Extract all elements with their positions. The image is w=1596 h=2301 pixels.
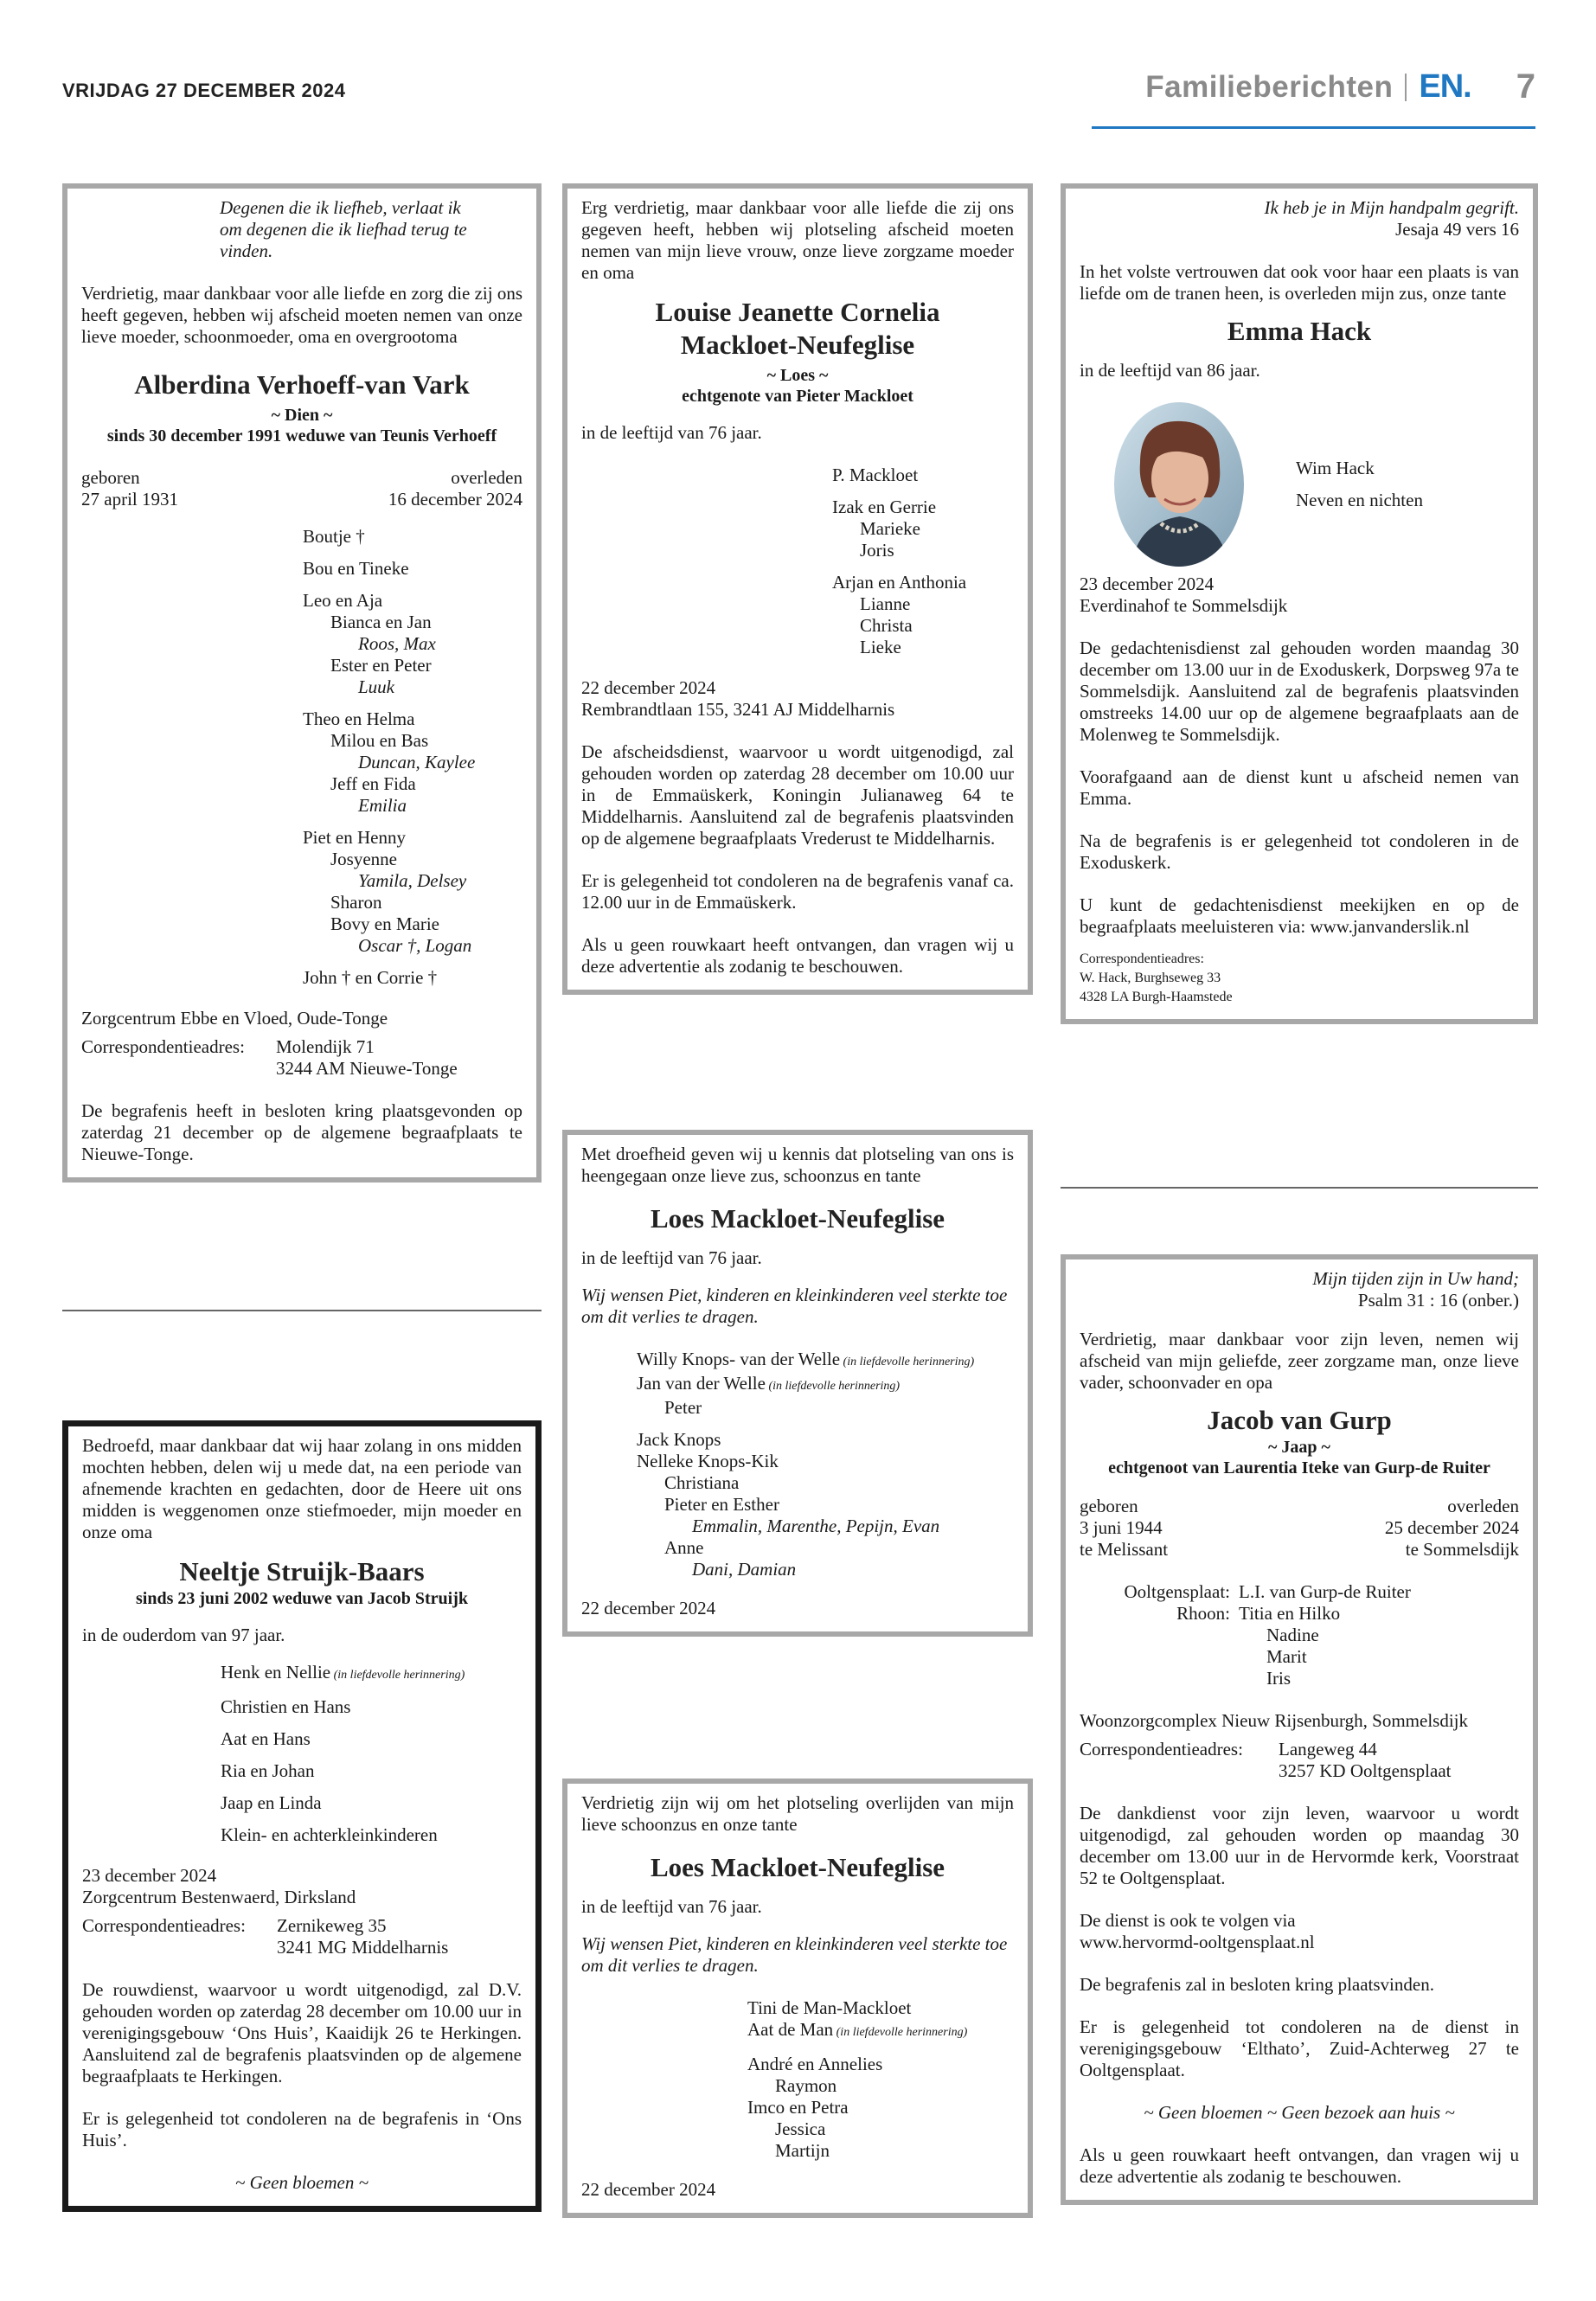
family-member-name: Izak en Gerrie bbox=[832, 497, 937, 517]
spouse-subtitle: echtgenote van Pieter Mackloet bbox=[682, 387, 913, 406]
family-member bbox=[637, 1429, 1014, 1451]
deceased-name-line-1: Louise Jeanette Cornelia bbox=[655, 297, 940, 327]
grandchild: Iris bbox=[1266, 1668, 1291, 1689]
family-member bbox=[221, 1824, 522, 1846]
corr-label: Correspondentieadres: bbox=[1080, 1739, 1243, 1759]
family-member-name: Luuk bbox=[358, 676, 394, 697]
family-place: Ooltgensplaat: bbox=[1124, 1581, 1230, 1602]
family-list bbox=[221, 1662, 522, 1846]
family-member bbox=[747, 2097, 1014, 2118]
born-date: 3 juni 1944 bbox=[1080, 1517, 1163, 1538]
family-member: Neven en nichten bbox=[1296, 490, 1423, 510]
grandchildren-names bbox=[303, 676, 522, 698]
family-member: Titia en Hilko bbox=[1239, 1603, 1341, 1624]
death-date: 22 december 2024 bbox=[581, 1598, 716, 1618]
family-member bbox=[832, 637, 1014, 658]
family-member bbox=[832, 518, 1014, 540]
family-place: Rhoon: bbox=[1176, 1603, 1230, 1624]
family-member-name: Jack Knops bbox=[637, 1429, 721, 1450]
family-group bbox=[747, 2054, 1014, 2162]
family-member-name: Jan van der Welle bbox=[637, 1373, 766, 1394]
family-member bbox=[832, 572, 1014, 593]
family-group bbox=[637, 1429, 1014, 1580]
family-member-name: Aat de Man bbox=[747, 2019, 834, 2040]
intro-text: Verdrietig, maar dankbaar voor alle liefde en zorg die zij ons heeft gegeven, hebben wij afscheid moeten nemen van onze lieve moeder, schoonmoeder, oma en overgrootoma bbox=[81, 283, 522, 347]
quote-line: Ik heb je in Mijn handpalm gegrift. bbox=[1264, 197, 1519, 218]
family-member-name: Boutje † bbox=[303, 526, 365, 547]
family-member-name: P. Mackloet bbox=[832, 465, 919, 485]
corr-city: 3244 AM Nieuwe-Tonge bbox=[276, 1058, 458, 1079]
family-member-name: Roos, Max bbox=[358, 633, 436, 654]
family-member bbox=[832, 465, 1014, 486]
family-member-name: Ria en Johan bbox=[221, 1760, 315, 1781]
family-member bbox=[303, 849, 522, 870]
service-details: De dankdienst voor zijn leven, waarvoor u wordt uitgenodigd, zal gehouden worden op maandag 30 december om 13.00 uur in de Hervormde kerk, Voorstraat 52 te Ooltgensplaat. bbox=[1080, 1803, 1519, 1888]
family-member-name: Bovy en Marie bbox=[330, 913, 439, 934]
family-member-name: Pieter en Esther bbox=[664, 1494, 779, 1515]
newspaper-logo[interactable]: EN. bbox=[1419, 68, 1471, 105]
family-member-name: Arjan en Anthonia bbox=[832, 572, 967, 593]
family-group bbox=[832, 497, 1014, 561]
care-home: Zorgcentrum Ebbe en Vloed, Oude-Tonge bbox=[81, 1008, 388, 1029]
grandchildren-names bbox=[303, 935, 522, 957]
family-member bbox=[637, 1373, 1014, 1397]
page-number: 7 bbox=[1516, 67, 1535, 106]
deceased-name: Alberdina Verhoeff-van Vark bbox=[134, 369, 470, 400]
corr-street: Langeweg 44 bbox=[1279, 1739, 1377, 1759]
family-member-name: Jeff en Fida bbox=[330, 773, 416, 794]
death-date: 22 december 2024 bbox=[581, 677, 716, 698]
family-group bbox=[303, 526, 522, 548]
no-flowers-note: ~ Geen bloemen ~ bbox=[235, 2172, 369, 2193]
family-group bbox=[637, 1349, 1014, 1419]
corr-label: Correspondentieadres: bbox=[1080, 952, 1204, 966]
family-member bbox=[637, 1537, 1014, 1559]
deceased-name: Jacob van Gurp bbox=[1207, 1405, 1392, 1435]
family-member-name: Josyenne bbox=[330, 849, 397, 869]
family-member-name: Yamila, Delsey bbox=[358, 870, 467, 891]
nickname: ~ Loes ~ bbox=[766, 366, 829, 385]
closing-text: Als u geen rouwkaart heeft ontvangen, dan vragen wij u deze advertentie als zodanig te beschouwen. bbox=[581, 934, 1014, 977]
born-date: 27 april 1931 bbox=[81, 489, 178, 510]
corr-city: 4328 LA Burgh-Haamstede bbox=[1080, 990, 1233, 1004]
widow-subtitle: sinds 30 december 1991 weduwe van Teunis Verhoeff bbox=[106, 426, 497, 445]
family-group bbox=[221, 1760, 522, 1782]
quote-line-2: Psalm 31 : 16 (onber.) bbox=[1357, 1290, 1519, 1311]
family-member bbox=[221, 1760, 522, 1782]
quote-line-1: Mijn tijden zijn in Uw hand; bbox=[1312, 1268, 1519, 1289]
family-member bbox=[303, 730, 522, 752]
wish-text: Wij wensen Piet, kinderen en kleinkinderen veel sterkte toe om dit verlies te dragen. bbox=[581, 1285, 1008, 1327]
family-member bbox=[747, 2054, 1014, 2075]
obituary-alberdina-verhoeff bbox=[62, 183, 542, 1183]
family-member-name: Aat en Hans bbox=[221, 1728, 311, 1749]
correspondence-address bbox=[82, 1915, 522, 1958]
family-member bbox=[303, 558, 522, 580]
family-member bbox=[303, 913, 522, 935]
family-member-name: Martijn bbox=[775, 2140, 830, 2161]
family-list bbox=[1296, 458, 1423, 511]
family-list bbox=[637, 1349, 1014, 1580]
family-group bbox=[303, 590, 522, 698]
grandchildren-names bbox=[637, 1559, 1014, 1580]
family-member-name: Jessica bbox=[775, 2118, 826, 2139]
obituary-louise-mackloet bbox=[562, 183, 1033, 995]
closing-text: De begrafenis heeft in besloten kring plaatsgevonden op zaterdag 21 december op de algemene begraafplaats te Nieuwe-Tonge. bbox=[81, 1100, 522, 1164]
stream-text: De dienst is ook te volgen via bbox=[1080, 1910, 1296, 1931]
family-member bbox=[747, 1997, 1014, 2019]
portrait-image bbox=[1114, 402, 1244, 567]
family-member bbox=[832, 593, 1014, 615]
family-member-name: Leo en Aja bbox=[303, 590, 383, 611]
nickname: ~ Jaap ~ bbox=[1268, 1438, 1330, 1457]
intro-text: Erg verdrietig, maar dankbaar voor alle liefde die zij ons gegeven heeft, hebben wij plotseling afscheid moeten nemen van mijn lieve vrouw, onze lieve zorgzame moeder en oma bbox=[581, 197, 1014, 283]
family-list bbox=[747, 1997, 1014, 2162]
age-text: in de leeftijd van 76 jaar. bbox=[581, 1247, 762, 1268]
family-group bbox=[221, 1728, 522, 1750]
intro-text: Met droefheid geven wij u kennis dat plotseling van ons is heengegaan onze lieve zus, schoonzus en tante bbox=[581, 1144, 1014, 1186]
born-label: geboren bbox=[81, 467, 140, 488]
obituary-emma-hack bbox=[1061, 183, 1538, 1024]
family-member bbox=[637, 1451, 1014, 1472]
nickname: ~ Dien ~ bbox=[271, 406, 333, 425]
section-header bbox=[1145, 67, 1535, 106]
grandchildren-names bbox=[303, 795, 522, 817]
bible-verse: Jesaja 49 vers 16 bbox=[1395, 219, 1519, 240]
family-member bbox=[303, 967, 522, 989]
corr-label: Correspondentieadres: bbox=[82, 1915, 246, 1936]
family-member bbox=[747, 2140, 1014, 2162]
family-member bbox=[221, 1696, 522, 1718]
family-member-name: Emilia bbox=[358, 795, 407, 816]
column-divider bbox=[1061, 1187, 1538, 1189]
deceased-name: Loes Mackloet-Neufeglise bbox=[650, 1852, 945, 1882]
family-member bbox=[303, 590, 522, 612]
family-member-name: Bou en Tineke bbox=[303, 558, 409, 579]
family-member bbox=[832, 615, 1014, 637]
stream-link[interactable]: www.hervormd-ooltgensplaat.nl bbox=[1080, 1932, 1315, 1952]
birth-death-dates bbox=[1080, 1496, 1519, 1561]
family-member bbox=[637, 1397, 1014, 1419]
death-place: Everdinahof te Sommelsdijk bbox=[1080, 595, 1288, 616]
family-member-name: Lieke bbox=[860, 637, 901, 657]
header-rule bbox=[1092, 126, 1535, 129]
service-details: De rouwdienst, waarvoor u wordt uitgenodigd, zal D.V. gehouden worden op zaterdag 28 december om 10.00 uur in verenigingsgebouw ‘Ons Huis’, Kaaidijk 26 te Herkingen. Aansluitend zal de begrafenis plaatsvinden op de algemene begraafplaats te Herkingen. bbox=[82, 1979, 522, 2086]
family-member-name: Willy Knops- van der Welle bbox=[637, 1349, 841, 1369]
family-member bbox=[303, 526, 522, 548]
family-member-name: Jaap en Linda bbox=[221, 1792, 322, 1813]
family-member bbox=[303, 773, 522, 795]
family-group bbox=[303, 827, 522, 957]
condolence-text: Er is gelegenheid tot condoleren na de begrafenis vanaf ca. 12.00 uur in de Emmaüskerk. bbox=[581, 870, 1014, 913]
family-list bbox=[832, 465, 1014, 658]
photo-and-family bbox=[1114, 402, 1519, 567]
deceased-name: Neeltje Struijk-Baars bbox=[179, 1556, 425, 1586]
closing-text: Als u geen rouwkaart heeft ontvangen, dan vragen wij u deze advertentie als zodanig te beschouwen. bbox=[1080, 2144, 1519, 2187]
corr-label: Correspondentieadres: bbox=[81, 1036, 245, 1057]
livestream-text: U kunt de gedachtenisdienst meekijken en op de begraafplaats meeluisteren via: www.janvanderslik.nl bbox=[1080, 894, 1519, 937]
family-member bbox=[637, 1349, 1014, 1373]
born-place: te Melissant bbox=[1080, 1539, 1169, 1560]
family-member-name: Theo en Helma bbox=[303, 708, 415, 729]
family-member bbox=[747, 2019, 1014, 2043]
family-member bbox=[303, 612, 522, 633]
memorial-note: (in liefdevolle herinnering) bbox=[833, 2026, 968, 2039]
obituary-jacob-van-gurp bbox=[1061, 1254, 1538, 2205]
family-member bbox=[832, 540, 1014, 561]
family-member bbox=[221, 1728, 522, 1750]
died-date: 16 december 2024 bbox=[388, 489, 522, 510]
family-group bbox=[221, 1792, 522, 1814]
no-flowers-note: ~ Geen bloemen ~ Geen bezoek aan huis ~ bbox=[1144, 2102, 1455, 2123]
section-title: Familieberichten bbox=[1145, 69, 1394, 104]
grandchildren-names bbox=[637, 1516, 1014, 1537]
spouse-subtitle: echtgenoot van Laurentia Iteke van Gurp-de Ruiter bbox=[1108, 1458, 1490, 1477]
family-member-name: Peter bbox=[664, 1397, 702, 1418]
obituary-neeltje-struijk bbox=[62, 1420, 542, 2212]
burial-text: De begrafenis zal in besloten kring plaatsvinden. bbox=[1080, 1974, 1434, 1995]
header-divider bbox=[1405, 74, 1407, 101]
died-date: 25 december 2024 bbox=[1384, 1517, 1519, 1538]
grandchild: Nadine bbox=[1266, 1625, 1319, 1645]
condolence-text: Er is gelegenheid tot condoleren na de begrafenis in ‘Ons Huis’. bbox=[82, 2108, 522, 2150]
death-date: 22 december 2024 bbox=[581, 2179, 716, 2200]
care-home: Woonzorgcomplex Nieuw Rijsenburgh, Sommelsdijk bbox=[1080, 1710, 1468, 1731]
grandchildren-names bbox=[303, 752, 522, 773]
column-divider bbox=[62, 1310, 542, 1311]
memorial-note: (in liefdevolle herinnering) bbox=[765, 1380, 901, 1393]
family-member bbox=[832, 497, 1014, 518]
memorial-note: (in liefdevolle herinnering) bbox=[330, 1669, 465, 1682]
intro-text: Verdrietig, maar dankbaar voor zijn leven, nemen wij afscheid van mijn geliefde, zeer zorgzame man, onze lieve vader, schoonvader en opa bbox=[1080, 1329, 1519, 1393]
family-member bbox=[221, 1792, 522, 1814]
family-member bbox=[303, 655, 522, 676]
age-text: in de leeftijd van 76 jaar. bbox=[581, 422, 762, 443]
family-member-name: André en Annelies bbox=[747, 2054, 883, 2074]
grandchildren-names bbox=[303, 870, 522, 892]
correspondence-address bbox=[81, 1036, 522, 1080]
family-member-name: Raymon bbox=[775, 2075, 837, 2096]
family-group bbox=[303, 558, 522, 580]
wish-text: Wij wensen Piet, kinderen en kleinkinderen veel sterkte toe om dit verlies te dragen. bbox=[581, 1933, 1008, 1976]
family-member-name: Lianne bbox=[860, 593, 911, 614]
family-group bbox=[303, 708, 522, 817]
corr-street: W. Hack, Burghseweg 33 bbox=[1080, 971, 1221, 985]
service-details: De afscheidsdienst, waarvoor u wordt uitgenodigd, zal gehouden worden op zaterdag 28 december om 10.00 uur in de Emmaüskerk, Koningin Julianaweg 64 te Middelharnis. Aansluitend zal de begrafenis plaatsvinden op de algemene begraafplaats Vrederust te Middelharnis. bbox=[581, 741, 1014, 849]
corr-street: Zernikeweg 35 bbox=[277, 1915, 387, 1936]
family-group bbox=[221, 1696, 522, 1718]
condolence-text: Na de begrafenis is er gelegenheid tot condoleren in de Exoduskerk. bbox=[1080, 830, 1519, 873]
family-member-name: Ester en Peter bbox=[330, 655, 432, 676]
family-member-name: Duncan, Kaylee bbox=[358, 752, 476, 772]
family-member-name: Joris bbox=[860, 540, 894, 561]
home-address: Rembrandtlaan 155, 3241 AJ Middelharnis bbox=[581, 699, 895, 720]
portrait-photo bbox=[1114, 402, 1244, 567]
family-member-name: John † en Corrie † bbox=[303, 967, 438, 988]
family-member: L.I. van Gurp-de Ruiter bbox=[1239, 1581, 1411, 1602]
service-details: De gedachtenisdienst zal gehouden worden maandag 30 december om 13.00 uur in de Exoduskerk, Dorpsweg 97a te Sommelsdijk. Aansluitend zal de begrafenis plaatsvinden omstreeks 14.00 uur op de algemene begraafplaats aan de Molenweg te Sommelsdijk. bbox=[1080, 638, 1519, 745]
family-group bbox=[747, 1997, 1014, 2043]
family-member-name: Piet en Henny bbox=[303, 827, 406, 848]
family-member: Wim Hack bbox=[1296, 458, 1375, 478]
family-member-name: Emmalin, Marenthe, Pepijn, Evan bbox=[692, 1516, 940, 1536]
family-member-name: Dani, Damian bbox=[692, 1559, 797, 1580]
age-text: in de leeftijd van 76 jaar. bbox=[581, 1896, 762, 1917]
death-date: 23 december 2024 bbox=[1080, 574, 1215, 594]
corr-city: 3257 KD Ooltgensplaat bbox=[1279, 1760, 1452, 1781]
family-member-name: Milou en Bas bbox=[330, 730, 429, 751]
family-member-name: Imco en Petra bbox=[747, 2097, 849, 2118]
age-text: in de leeftijd van 86 jaar. bbox=[1080, 360, 1260, 381]
family-member bbox=[747, 2075, 1014, 2097]
obituary-loes-mackloet-2 bbox=[562, 1779, 1033, 2218]
family-list bbox=[303, 526, 522, 989]
condolence-text: Er is gelegenheid tot condoleren na de dienst in verenigingsgebouw ‘Elthato’, Zuid-Achterweg 27 te Ooltgensplaat. bbox=[1080, 2016, 1519, 2080]
obituary-loes-mackloet-1 bbox=[562, 1130, 1033, 1637]
family-member-name: Henk en Nellie bbox=[221, 1662, 331, 1682]
quote-line-2: om degenen die ik liefhad terug te vinden. bbox=[220, 219, 467, 261]
corr-city: 3241 MG Middelharnis bbox=[277, 1937, 449, 1958]
family-list bbox=[1080, 1581, 1519, 1689]
farewell-text: Voorafgaand aan de dienst kunt u afscheid nemen van Emma. bbox=[1080, 766, 1519, 809]
intro-text: Bedroefd, maar dankbaar dat wij haar zolang in ons midden mochten hebben, delen wij u mede dat, na een periode van afnemende krachten en gedachten, door de Heere uit ons midden is weggenomen onze stiefmoeder, mijn moeder en onze oma bbox=[82, 1435, 522, 1542]
family-member bbox=[303, 892, 522, 913]
family-group bbox=[221, 1824, 522, 1846]
widow-subtitle: sinds 23 juni 2002 weduwe van Jacob Struijk bbox=[136, 1589, 468, 1608]
deceased-name-line-2: Mackloet-Neufeglise bbox=[680, 330, 915, 360]
deceased-name: Emma Hack bbox=[1227, 316, 1372, 346]
family-member bbox=[221, 1662, 522, 1686]
quote-line-1: Degenen die ik liefheb, verlaat ik bbox=[220, 197, 461, 218]
correspondence-address bbox=[1080, 1739, 1519, 1782]
family-group bbox=[221, 1662, 522, 1686]
family-member-name: Bianca en Jan bbox=[330, 612, 432, 632]
family-member bbox=[303, 827, 522, 849]
age-text: in de ouderdom van 97 jaar. bbox=[82, 1625, 285, 1645]
deceased-name: Loes Mackloet-Neufeglise bbox=[650, 1203, 945, 1234]
grandchild: Marit bbox=[1266, 1646, 1307, 1667]
family-member-name: Tini de Man-Mackloet bbox=[747, 1997, 912, 2018]
memorial-note: (in liefdevolle herinnering) bbox=[840, 1356, 975, 1368]
family-member bbox=[637, 1494, 1014, 1516]
family-member bbox=[303, 708, 522, 730]
died-place: te Sommelsdijk bbox=[1405, 1539, 1519, 1560]
family-member-name: Christa bbox=[860, 615, 913, 636]
born-label: geboren bbox=[1080, 1496, 1138, 1516]
family-group bbox=[303, 967, 522, 989]
intro-text: Verdrietig zijn wij om het plotseling overlijden van mijn lieve schoonzus en onze tante bbox=[581, 1792, 1014, 1835]
family-group bbox=[832, 572, 1014, 658]
family-member-name: Nelleke Knops-Kik bbox=[637, 1451, 779, 1471]
family-member-name: Klein- en achterkleinkinderen bbox=[221, 1824, 438, 1845]
family-member-name: Christien en Hans bbox=[221, 1696, 351, 1717]
care-home: Zorgcentrum Bestenwaerd, Dirksland bbox=[82, 1887, 356, 1907]
family-member-name: Anne bbox=[664, 1537, 704, 1558]
family-member-name: Sharon bbox=[330, 892, 382, 913]
page-date: VRIJDAG 27 DECEMBER 2024 bbox=[62, 80, 346, 101]
corr-street: Molendijk 71 bbox=[276, 1036, 375, 1057]
family-member bbox=[747, 2118, 1014, 2140]
died-label: overleden bbox=[451, 467, 522, 488]
family-member-name: Christiana bbox=[664, 1472, 740, 1493]
death-date: 23 december 2024 bbox=[82, 1865, 217, 1886]
family-member-name: Oscar †, Logan bbox=[358, 935, 472, 956]
family-member bbox=[637, 1472, 1014, 1494]
died-label: overleden bbox=[1447, 1496, 1519, 1516]
intro-text: In het volste vertrouwen dat ook voor haar een plaats is van liefde om de tranen heen, is overleden mijn zus, onze tante bbox=[1080, 261, 1519, 304]
family-group bbox=[832, 465, 1014, 486]
family-member-name: Marieke bbox=[860, 518, 920, 539]
grandchildren bbox=[1266, 1625, 1519, 1689]
birth-death-dates bbox=[81, 467, 522, 510]
grandchildren-names bbox=[303, 633, 522, 655]
